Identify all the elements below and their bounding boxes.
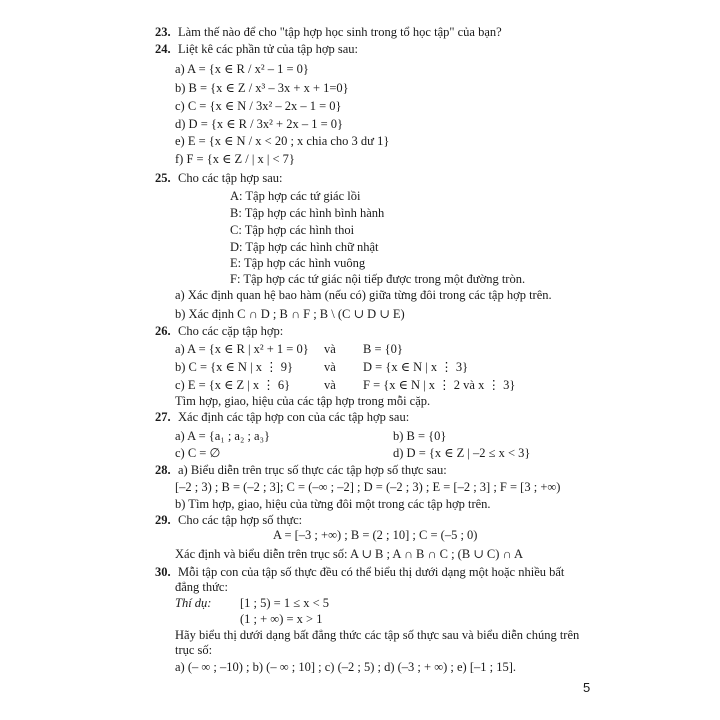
problem-26-row-b-right: D = {x ∈ N | x ⋮ 3} xyxy=(363,360,469,374)
problem-27-d: d) D = {x ∈ Z | –2 ≤ x < 3} xyxy=(393,446,531,460)
problem-25-number: 25. xyxy=(155,171,171,185)
problem-23-number: 23. xyxy=(155,25,171,39)
problem-24-item-d: d) D = {x ∈ R / 3x² + 2x – 1 = 0} xyxy=(175,117,344,131)
problem-30-line-3: Hãy biểu thị dưới dạng bất đẳng thức các tập số thực sau và biểu diễn chúng trên xyxy=(175,628,580,642)
problem-30-line-5: a) (– ∞ ; –10) ; b) (– ∞ ; 10] ; c) (–2 ; 5) ; d) (–3 ; + ∞) ; e) [–1 ; 15]. xyxy=(175,660,516,674)
problem-28-number: 28. xyxy=(155,463,171,477)
problem-24-text: Liệt kê các phần tử của tập hợp sau: xyxy=(178,42,358,56)
problem-25-set-b: B: Tập hợp các hình bình hành xyxy=(230,206,385,220)
problem-30-number: 30. xyxy=(155,565,171,579)
problem-30-example-label: Thí dụ: xyxy=(175,596,212,610)
page-number: 5 xyxy=(583,680,591,695)
problem-25-set-f: F: Tập hợp các tứ giác nội tiếp được trong một đường tròn. xyxy=(230,272,526,286)
problem-25-question-b: b) Xác định C ∩ D ; B ∩ F ; B \ (C ∪ D ∪ E) xyxy=(175,307,405,321)
problem-26-row-c-right: F = {x ∈ N | x ⋮ 2 và x ⋮ 3} xyxy=(363,378,516,392)
problem-26-number: 26. xyxy=(155,324,171,338)
problem-27-a: a) A = {a₁ ; a₂ ; a₃} xyxy=(175,429,270,443)
problem-26-row-a-right: B = {0} xyxy=(363,342,403,356)
problem-29-task: Xác định và biểu diễn trên trục số: A ∪ B ; A ∩ B ∩ C ; (B ∪ C) ∩ A xyxy=(175,547,524,561)
problem-26-row-a-left: a) A = {x ∈ R | x² + 1 = 0} xyxy=(175,342,309,356)
problem-25-set-d: D: Tập hợp các hình chữ nhật xyxy=(230,240,379,254)
problem-30-example-2: (1 ; + ∞) = x > 1 xyxy=(240,612,323,626)
problem-27-b: b) B = {0} xyxy=(393,429,447,443)
problem-24-item-b: b) B = {x ∈ Z / x³ – 3x + x + 1=0} xyxy=(175,81,349,95)
problem-24-number: 24. xyxy=(155,42,171,56)
problem-25-set-e: E: Tập hợp các hình vuông xyxy=(230,256,366,270)
problem-29-sets: A = [–3 ; +∞) ; B = (2 ; 10] ; C = (–5 ; 0) xyxy=(273,528,478,542)
problem-30-line-4: trục số: xyxy=(175,643,213,657)
problem-29-text: Cho các tập hợp số thực: xyxy=(178,513,303,527)
problem-30-line-1: Mỗi tập con của tập số thực đều có thể biểu thị dưới dạng một hoặc nhiều bất xyxy=(178,565,565,579)
problem-23-text: Làm thế nào để cho "tập hợp học sinh trong tổ học tập" của bạn? xyxy=(178,25,502,39)
problem-24-item-c: c) C = {x ∈ N / 3x² – 2x – 1 = 0} xyxy=(175,99,342,113)
problem-25-set-a: A: Tập hợp các tứ giác lồi xyxy=(230,189,361,203)
problem-28-sets: [–2 ; 3) ; B = (–2 ; 3]; C = (–∞ ; –2] ; D = (–2 ; 3) ; E = [–2 ; 3] ; F = [3 ; +∞) xyxy=(175,480,561,494)
problem-27-c: c) C = ∅ xyxy=(175,446,221,460)
problem-25-text: Cho các tập hợp sau: xyxy=(178,171,283,185)
problem-26-row-b-left: b) C = {x ∈ N | x ⋮ 9} xyxy=(175,360,293,374)
problem-29-number: 29. xyxy=(155,513,171,527)
problem-26-text: Cho các cặp tập hợp: xyxy=(178,324,284,338)
problem-24-item-f: f) F = {x ∈ Z / | x | < 7} xyxy=(175,152,295,166)
problem-24-item-a: a) A = {x ∈ R / x² – 1 = 0} xyxy=(175,62,309,76)
problem-25-set-c: C: Tập hợp các hình thoi xyxy=(230,223,355,237)
problem-28-text: a) Biểu diễn trên trục số thực các tập hợp số thực sau: xyxy=(178,463,447,477)
problem-26-row-b-and: và xyxy=(324,360,336,374)
problem-25-question-a: a) Xác định quan hệ bao hàm (nếu có) giữa từng đôi trong các tập hợp trên. xyxy=(175,288,552,302)
problem-30-line-2: đẳng thức: xyxy=(175,580,228,594)
problem-26-footer: Tìm hợp, giao, hiệu của các tập hợp trong mỗi cặp. xyxy=(175,394,431,408)
problem-26-row-c-and: và xyxy=(324,378,336,392)
problem-27-text: Xác định các tập hợp con của các tập hợp sau: xyxy=(178,410,410,424)
problem-24-item-e: e) E = {x ∈ N / x < 20 ; x chia cho 3 dư 1} xyxy=(175,134,390,148)
problem-27-number: 27. xyxy=(155,410,171,424)
problem-30-example-1: [1 ; 5) = 1 ≤ x < 5 xyxy=(240,596,330,610)
problem-28-part-b: b) Tìm hợp, giao, hiệu của từng đôi một trong các tập hợp trên. xyxy=(175,497,491,511)
problem-26-row-c-left: c) E = {x ∈ Z | x ⋮ 6} xyxy=(175,378,291,392)
problem-26-row-a-and: và xyxy=(324,342,336,356)
